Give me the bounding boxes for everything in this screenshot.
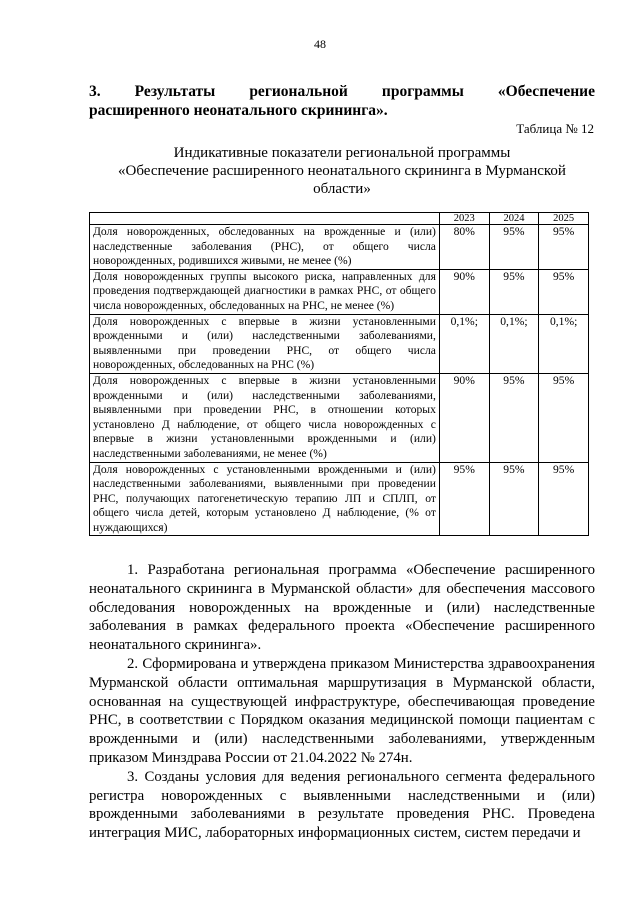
table-row bbox=[90, 225, 589, 270]
indicator-label: Доля новорожденных с установленными врожденными и (или) наследственными заболеваниями, выявленными при проведении РНС, получающих патогенетическую терапию ЛП и СПЛП, от общего числа детей, которым установлено Д наблюдение, (% от нуждающихся) bbox=[90, 462, 440, 536]
indicators-table bbox=[89, 212, 589, 536]
indicator-label: Доля новорожденных с впервые в жизни установленными врожденными и (или) наследственными заболеваниями, выявленными при проведении РНС, от общего числа новорожденных, обследованных на РНС (%) bbox=[90, 314, 440, 373]
indicator-value: 95% bbox=[489, 462, 539, 536]
section-heading-line-1 bbox=[89, 82, 595, 101]
indicator-value: 80% bbox=[439, 225, 489, 270]
table-caption bbox=[89, 144, 595, 198]
table-header-year: 2025 bbox=[539, 213, 589, 225]
indicator-value: 95% bbox=[539, 462, 589, 536]
paragraph: 3. Созданы условия для ведения регионального сегмента федерального регистра новорожденных с выявленными наследственными и (или) врожденными заболеваниями в результате проведения РНС. Проведена интеграция МИС, лабораторных информационных систем, систем передачи и bbox=[89, 768, 595, 842]
section-heading-word: региональной bbox=[249, 83, 348, 100]
indicator-value: 95% bbox=[439, 462, 489, 536]
table-label: Таблица № 12 bbox=[516, 121, 594, 136]
paragraph: 1. Разработана региональная программа «Обеспечение расширенного неонатального скрининга в Мурманской области» для обеспечения массового обследования новорожденных на врожденные и (или) наследственные заболевания в рамках федерального проекта «Обеспечение расширенного неонатального скрининга». bbox=[89, 562, 595, 654]
indicator-value: 95% bbox=[489, 269, 539, 314]
indicator-value: 90% bbox=[439, 373, 489, 462]
indicator-label: Доля новорожденных, обследованных на врожденные и (или) наследственные заболевания (РНС), от общего числа новорожденных, родившихся живыми, не менее (%) bbox=[90, 225, 440, 270]
table-caption-line: области» bbox=[313, 181, 371, 197]
table-row bbox=[90, 314, 589, 373]
indicator-value: 95% bbox=[539, 269, 589, 314]
table-row bbox=[90, 269, 589, 314]
table-header-year: 2023 bbox=[439, 213, 489, 225]
indicator-value: 0,1%; bbox=[439, 314, 489, 373]
section-number: 3. bbox=[89, 83, 101, 100]
table-caption-line: «Обеспечение расширенного неонатального скрининга в Мурманской bbox=[118, 163, 566, 179]
indicator-value: 0,1%; bbox=[539, 314, 589, 373]
paragraph: 2. Сформирована и утверждена приказом Министерства здравоохранения Мурманской области оптимальная маршрутизация в Мурманской области, основанная на существующей инфраструктуре, обеспечивающая проведение РНС, в соответствии с Порядком оказания медицинской помощи пациентам с врожденными и (или) наследственными заболеваниями, утвержденным приказом Минздрава России от 21.04.2022 № 274н. bbox=[89, 655, 595, 766]
table-header-empty-cell bbox=[90, 213, 440, 225]
table-row bbox=[90, 462, 589, 536]
indicator-value: 95% bbox=[539, 225, 589, 270]
table-header-row bbox=[90, 213, 589, 225]
section-heading-word: Результаты bbox=[134, 83, 216, 100]
section-heading bbox=[89, 82, 595, 120]
indicator-label: Доля новорожденных группы высокого риска, направленных для проведения подтверждающей диагностики в рамках РНС, от общего числа новорожденных, обследованных на РНС, не менее (%) bbox=[90, 269, 440, 314]
section-heading-line-2: расширенного неонатального скрининга». bbox=[89, 102, 388, 119]
page-number: 48 bbox=[314, 37, 326, 51]
body-text bbox=[89, 561, 595, 843]
indicator-value: 95% bbox=[489, 225, 539, 270]
table-caption-line: Индикативные показатели региональной программы bbox=[173, 145, 511, 161]
indicator-value: 95% bbox=[539, 373, 589, 462]
indicator-value: 0,1%; bbox=[489, 314, 539, 373]
section-heading-word: «Обеспечение bbox=[497, 83, 595, 100]
table-header-year: 2024 bbox=[489, 213, 539, 225]
section-heading-word: программы bbox=[381, 83, 464, 100]
indicator-label: Доля новорожденных с впервые в жизни установленными врожденными и (или) наследственными заболеваниями, выявленными при проведении РНС, в отношении которых установлено Д наблюдение, от общего числа новорожденных с впервые в жизни установленными врожденными и (или) наследственными заболеваниями, не менее (%) bbox=[90, 373, 440, 462]
indicator-value: 90% bbox=[439, 269, 489, 314]
indicator-value: 95% bbox=[489, 373, 539, 462]
table-row bbox=[90, 373, 589, 462]
